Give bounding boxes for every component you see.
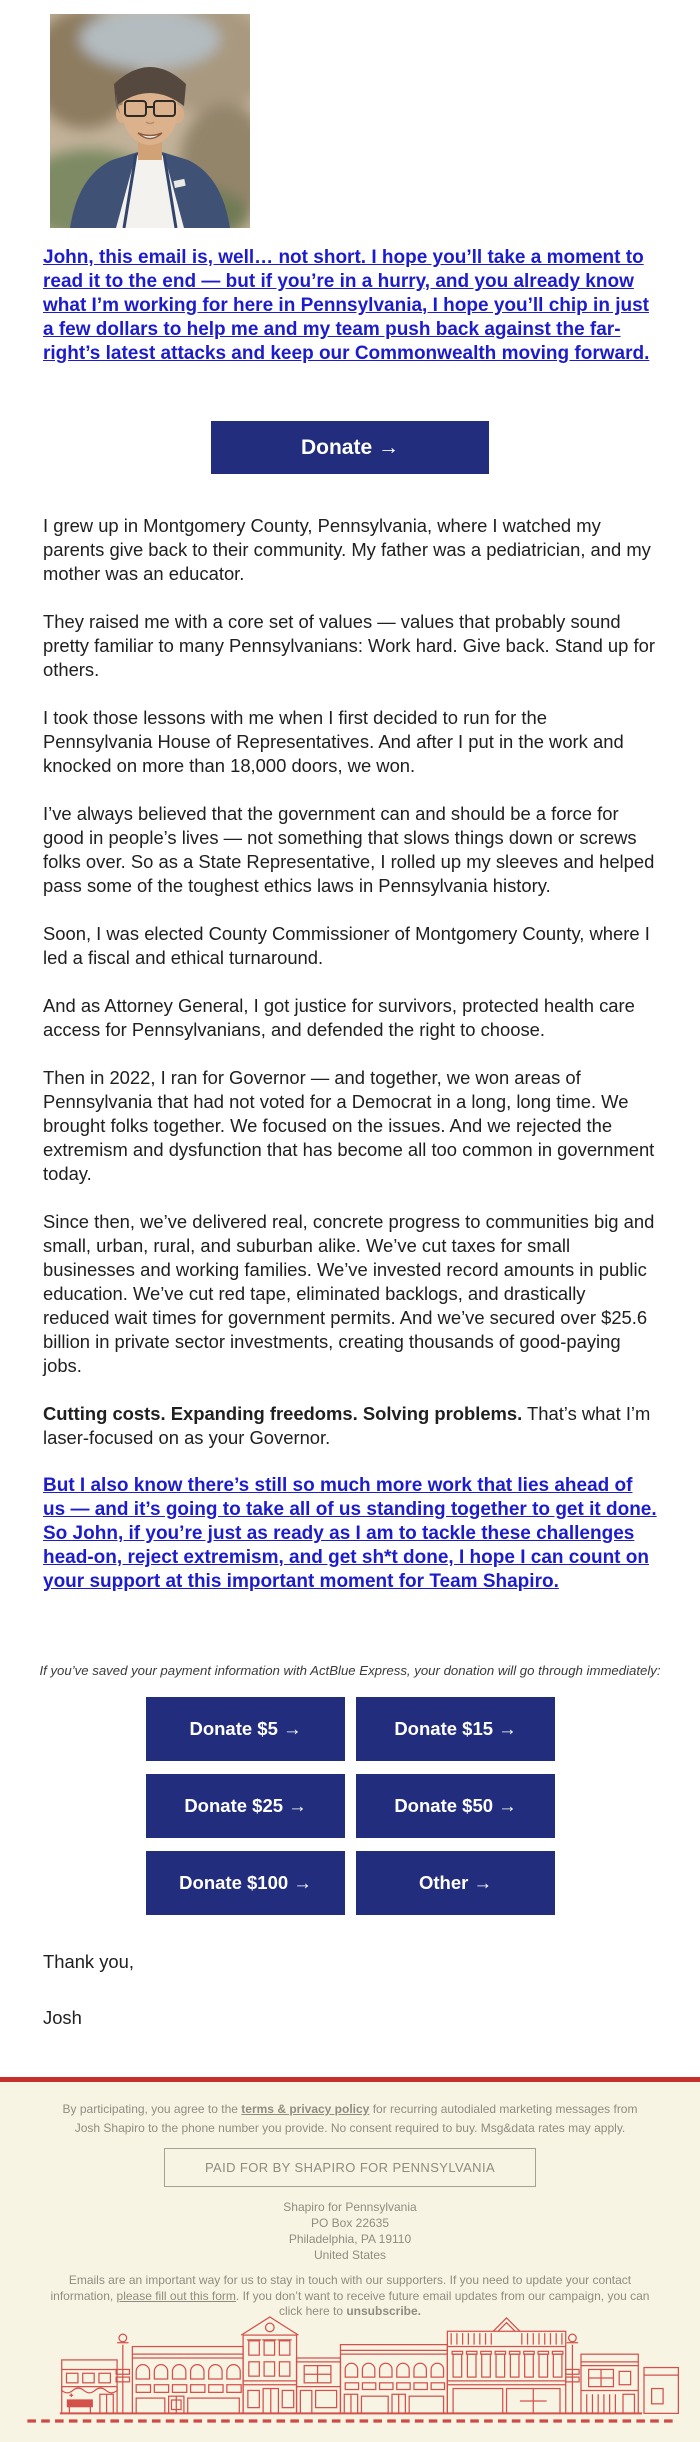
update-contact-form-link[interactable]: please fill out this form <box>116 2288 236 2303</box>
paragraph-7: Then in 2022, I ran for Governor — and together, we won areas of Pennsylvania that had not voted for a Democrat in a long, long time. We brought folks together. We focused on the issues. And we rejected the extremism and dysfunction that has become all too common in government today. <box>43 1067 655 1184</box>
disclaimer-text-post: for recurring autodialed marketing messages from Josh Shapiro to the phone number you provide. No consent required to buy. Msg&data rates may apply. <box>74 2102 638 2135</box>
body-copy <box>43 514 657 1594</box>
terms-privacy-link[interactable]: terms & privacy policy <box>241 2102 370 2116</box>
focus-rest-text: That’s what I’m laser-focused on as your Governor. <box>43 1403 651 1448</box>
paragraph-2: They raised me with a core set of values — values that probably sound pretty familiar to many Pennsylvanians: Work hard. Give back. Stand up for others. <box>43 611 655 680</box>
donate-100-button[interactable]: Donate $100 → <box>146 1851 345 1915</box>
paragraph-3: I took those lessons with me when I first decided to run for the Pennsylvania House of Representatives. And after I put in the work and knocked on more than 18,000 doors, we won. <box>43 707 624 776</box>
unsubscribe-link-word[interactable]: unsubscribe. <box>346 2304 422 2318</box>
disclaimer-text-pre: By participating, you agree to the <box>62 2102 242 2116</box>
intro-link[interactable]: John, this email is, well… not short. I hope you’ll take a moment to read it to the end — but if you’re in a hurry, and you already know what I’m working for here in Pennsylvania, I hope you’ll chip in just a few dollars to help me and my team push back against the far-right’s latest attacks and keep our Commonwealth moving forward. <box>43 247 650 364</box>
sms-disclaimer <box>50 2100 650 2138</box>
address-line-2: PO Box 22635 <box>310 2216 390 2230</box>
signoff-text: Thank you, <box>43 1951 134 1972</box>
donate-other-button[interactable]: Other → <box>356 1851 555 1915</box>
contact-text-pre: Emails are an important way for us to stay in touch with our supporters. If you need to update your contact information, <box>50 2273 632 2303</box>
closing-link[interactable]: But I also know there’s still so much more work that lies ahead of us — and it’s going to take all of us standing together to get it done. So John, if you’re just as ready as I am to tackle these challenges head-on, reject extremism, and get sh*t done, I hope I can count on your support at this important moment for Team Shapiro. <box>43 1475 657 1592</box>
contact-unsubscribe-text <box>45 2273 655 2320</box>
mailing-address <box>0 2199 700 2263</box>
footer <box>0 2082 700 2442</box>
donate-50-button[interactable]: Donate $50 → <box>356 1774 555 1838</box>
paragraph-8: Since then, we’ve delivered real, concrete progress to communities big and small, urban, rural, and suburban alike. We’ve cut taxes for small businesses and working families. We’ve invested record amounts in public education. We’ve cut red tape, eliminated backlogs, and drastically reduced wait times for government permits. And we’ve secured over $25.6 billion in private sector investments, creating thousands of good-paying jobs. <box>43 1211 655 1376</box>
address-line-3: Philadelphia, PA 19110 <box>288 2232 412 2246</box>
unsubscribe-link-pre[interactable]: click here to <box>278 2304 347 2318</box>
donate-button[interactable]: Donate → <box>211 421 489 474</box>
headshot-photo <box>50 14 250 228</box>
contact-text-mid: . If you don’t want to receive future email updates from our campaign, you can <box>235 2288 650 2303</box>
paid-for-box: PAID FOR BY SHAPIRO FOR PENNSYLVANIA <box>164 2148 536 2187</box>
donate-15-button[interactable]: Donate $15 → <box>356 1697 555 1761</box>
storefronts-illustration <box>0 2316 700 2442</box>
paragraph-1: I grew up in Montgomery County, Pennsylvania, where I watched my parents give back to their community. My father was a pediatrician, and my mother was an educator. <box>43 515 651 584</box>
donate-5-button[interactable]: Donate $5 → <box>146 1697 345 1761</box>
actblue-express-note: If you’ve saved your payment information with ActBlue Express, your donation will go through immediately: <box>39 1663 661 1678</box>
paragraph-focus <box>43 1402 657 1450</box>
donate-amount-grid <box>146 1697 556 1915</box>
donate-25-button[interactable]: Donate $25 → <box>146 1774 345 1838</box>
paragraph-5: Soon, I was elected County Commissioner of Montgomery County, where I led a fiscal and ethical turnaround. <box>43 923 650 968</box>
headshot-illustration <box>50 14 250 228</box>
signature-text: Josh <box>43 2007 82 2028</box>
address-line-4: United States <box>313 2248 387 2262</box>
paragraph-4: I’ve always believed that the government can and should be a force for good in people’s lives — not something that slows things down or screws folks over. So as a State Representative, I rolled up my sleeves and helped pass some of the toughest ethics laws in Pennsylvania history. <box>43 803 655 896</box>
focus-bold-text: Cutting costs. Expanding freedoms. Solving problems. <box>43 1403 523 1424</box>
paragraph-6: And as Attorney General, I got justice for survivors, protected health care access for Pennsylvanians, and defended the right to choose. <box>43 995 635 1040</box>
address-line-1: Shapiro for Pennsylvania <box>283 2200 417 2214</box>
